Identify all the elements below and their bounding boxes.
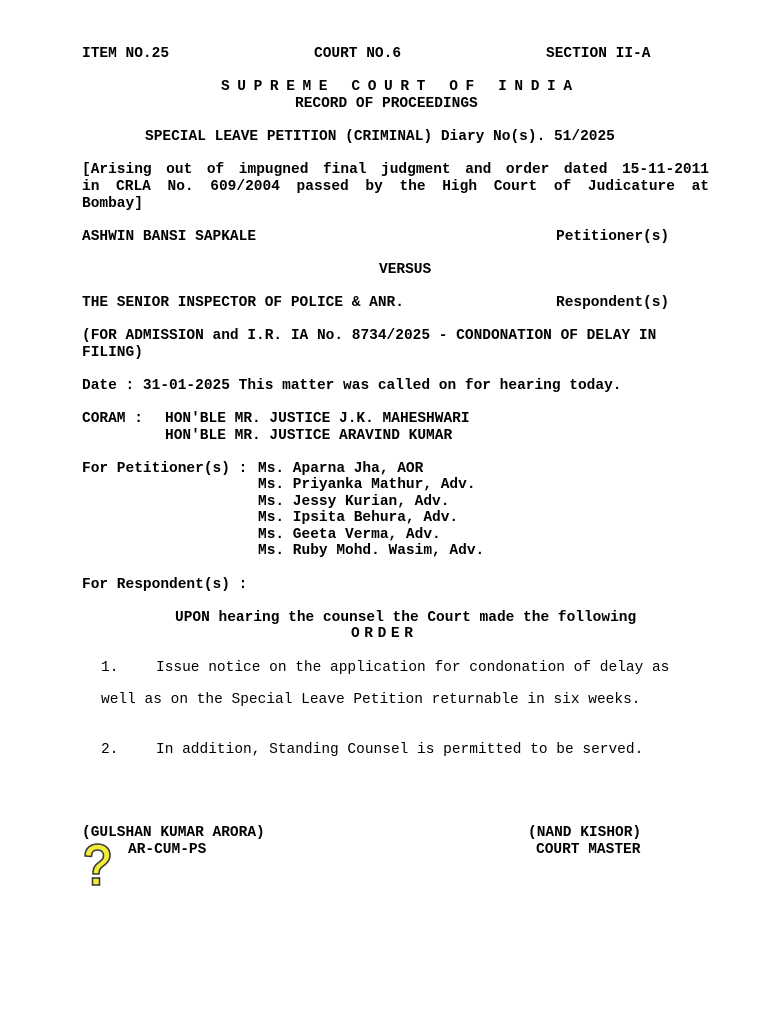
coram-label: CORAM :	[82, 411, 143, 427]
arising-line-1: [Arising out of impugned final judgment and order dated 15-11-2011	[82, 162, 709, 178]
order-item-2-line-1: In addition, Standing Counsel is permitted to be served.	[156, 742, 644, 758]
section-label: SECTION II-A	[546, 46, 651, 62]
item-number: ITEM NO.25	[82, 46, 170, 62]
versus-label: VERSUS	[379, 262, 432, 278]
counsel-3: Ms. Jessy Kurian, Adv.	[258, 494, 450, 510]
admission-line-2: FILING)	[82, 345, 143, 361]
signatory-right-title: COURT MASTER	[536, 842, 641, 858]
question-mark-icon	[80, 842, 114, 890]
judge-1: HON'BLE MR. JUSTICE J.K. MAHESHWARI	[165, 411, 470, 427]
order-item-1-line-1: Issue notice on the application for condonation of delay as	[156, 660, 670, 676]
counsel-2: Ms. Priyanka Mathur, Adv.	[258, 477, 476, 493]
judge-2: HON'BLE MR. JUSTICE ARAVIND KUMAR	[165, 428, 453, 444]
hearing-date-line: Date : 31-01-2025 This matter was called on for hearing today.	[82, 378, 622, 394]
order-item-2-number: 2.	[101, 742, 119, 758]
order-item-1-line-2: well as on the Special Leave Petition returnable in six weeks.	[101, 692, 641, 708]
counsel-4: Ms. Ipsita Behura, Adv.	[258, 510, 459, 526]
petitioner-name: ASHWIN BANSI SAPKALE	[82, 229, 257, 245]
court-number: COURT NO.6	[314, 46, 402, 62]
respondent-counsel-label: For Respondent(s) :	[82, 577, 248, 593]
respondent-name: THE SENIOR INSPECTOR OF POLICE & ANR.	[82, 295, 404, 311]
record-of-proceedings-title: RECORD OF PROCEEDINGS	[295, 96, 478, 112]
admission-line-1: (FOR ADMISSION and I.R. IA No. 8734/2025 - CONDONATION OF DELAY IN	[82, 328, 657, 344]
court-name-title: SUPREME COURT OF INDIA	[221, 79, 580, 95]
arising-line-3: Bombay]	[82, 196, 143, 212]
order-heading: ORDER	[351, 626, 418, 642]
counsel-5: Ms. Geeta Verma, Adv.	[258, 527, 441, 543]
arising-line-2: in CRLA No. 609/2004 passed by the High Court of Judicature at	[82, 179, 709, 195]
respondent-label: Respondent(s)	[556, 295, 670, 311]
order-intro: UPON hearing the counsel the Court made the following	[175, 610, 637, 626]
petitioner-label: Petitioner(s)	[556, 229, 670, 245]
signatory-right-name: (NAND KISHOR)	[528, 825, 642, 841]
counsel-6: Ms. Ruby Mohd. Wasim, Adv.	[258, 543, 485, 559]
order-item-1-number: 1.	[101, 660, 119, 676]
counsel-1: Ms. Aparna Jha, AOR	[258, 461, 424, 477]
petition-title: SPECIAL LEAVE PETITION (CRIMINAL) Diary No(s). 51/2025	[145, 129, 615, 145]
signatory-left-name: (GULSHAN KUMAR ARORA)	[82, 825, 265, 841]
petitioner-counsel-label: For Petitioner(s) :	[82, 461, 248, 477]
signatory-left-title: AR-CUM-PS	[128, 842, 207, 858]
